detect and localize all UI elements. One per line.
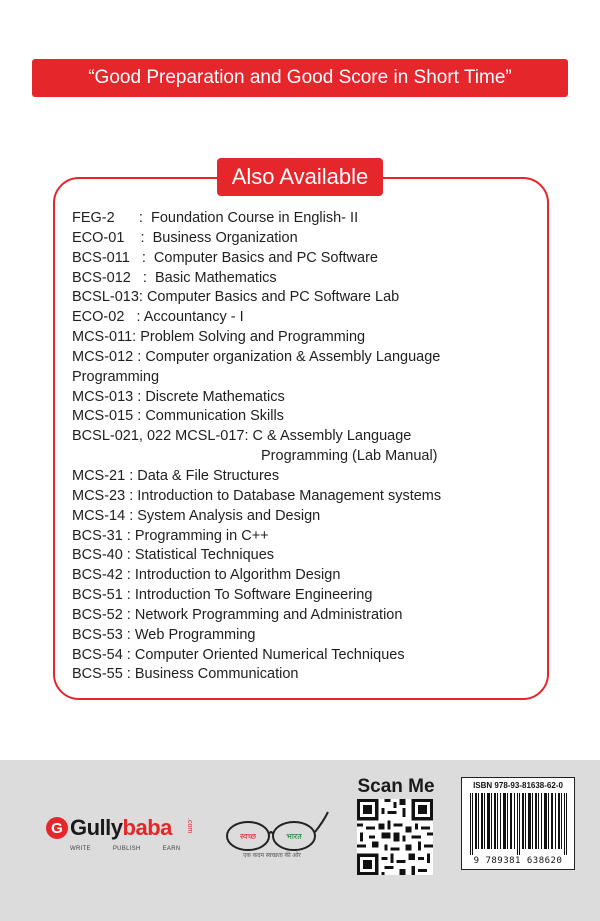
list-item-continuation: Programming [72, 368, 160, 385]
list-item: BCSL-021, 022 MCSL-017: C & Assembly Language [72, 428, 412, 445]
swachh-right-text: भारत [286, 832, 302, 841]
isbn-digits: 9 789381 638620 [473, 856, 563, 866]
list-item: BCS-54 : Computer Oriented Numerical Techniques [72, 646, 405, 663]
brand-taglines: WRITE PUBLISH EARN [70, 846, 181, 852]
list-item: BCS-53 : Web Programming [72, 626, 256, 643]
swachh-caption: एक कदम स्वच्छता की ओर [243, 853, 301, 859]
card-title [217, 158, 383, 196]
list-item: MCS-21 : Data & File Structures [72, 467, 280, 484]
list-item: FEG-2 : Foundation Course in English- II [72, 210, 359, 226]
list-item: BCS-55 : Business Communication [72, 666, 299, 683]
list-item-continuation: Programming (Lab Manual) [261, 448, 438, 465]
list-item: MCS-23 : Introduction to Database Management systems [72, 487, 442, 504]
gullybaba-g-icon: G [46, 817, 68, 839]
list-item: BCS-011 : Computer Basics and PC Software [72, 249, 378, 266]
list-item: MCS-015 : Communication Skills [72, 408, 284, 425]
list-item: BCS-012 : Basic Mathematics [72, 269, 277, 286]
list-item: BCS-40 : Statistical Techniques [72, 547, 275, 564]
list-item: BCS-51 : Introduction To Software Engineering [72, 587, 373, 604]
isbn-barcode [461, 777, 575, 870]
brand-com: .com [186, 818, 193, 834]
tagline-banner [32, 59, 568, 97]
list-item: BCS-52 : Network Programming and Administration [72, 606, 403, 623]
brand-name: Gullybaba [70, 815, 172, 840]
barcode-icon [470, 793, 568, 855]
list-item: BCSL-013: Computer Basics and PC Software Lab [72, 289, 400, 306]
list-item: ECO-01 : Business Organization [72, 229, 298, 246]
list-item: MCS-011: Problem Solving and Programming [72, 329, 366, 346]
isbn-label: ISBN 978-93-81638-62-0 [473, 781, 563, 790]
list-item: MCS-14 : System Analysis and Design [72, 507, 321, 524]
card-title-text: Also Available [231, 164, 369, 189]
tagline-text: “Good Preparation and Good Score in Short Time” [88, 67, 512, 88]
list-item: MCS-013 : Discrete Mathematics [72, 388, 285, 405]
gullybaba-logo [46, 815, 206, 855]
list-item: BCS-42 : Introduction to Algorithm Design [72, 567, 341, 584]
scan-me-label: Scan Me [357, 776, 435, 797]
list-item: BCS-31 : Programming in C++ [72, 527, 269, 544]
list-item: MCS-012 : Computer organization & Assembly Language [72, 348, 441, 365]
swachh-left-text: स्वच्छ [239, 832, 257, 841]
course-list [72, 209, 542, 685]
qr-code-icon [357, 799, 433, 875]
list-item: ECO-02 : Accountancy - I [72, 309, 244, 326]
